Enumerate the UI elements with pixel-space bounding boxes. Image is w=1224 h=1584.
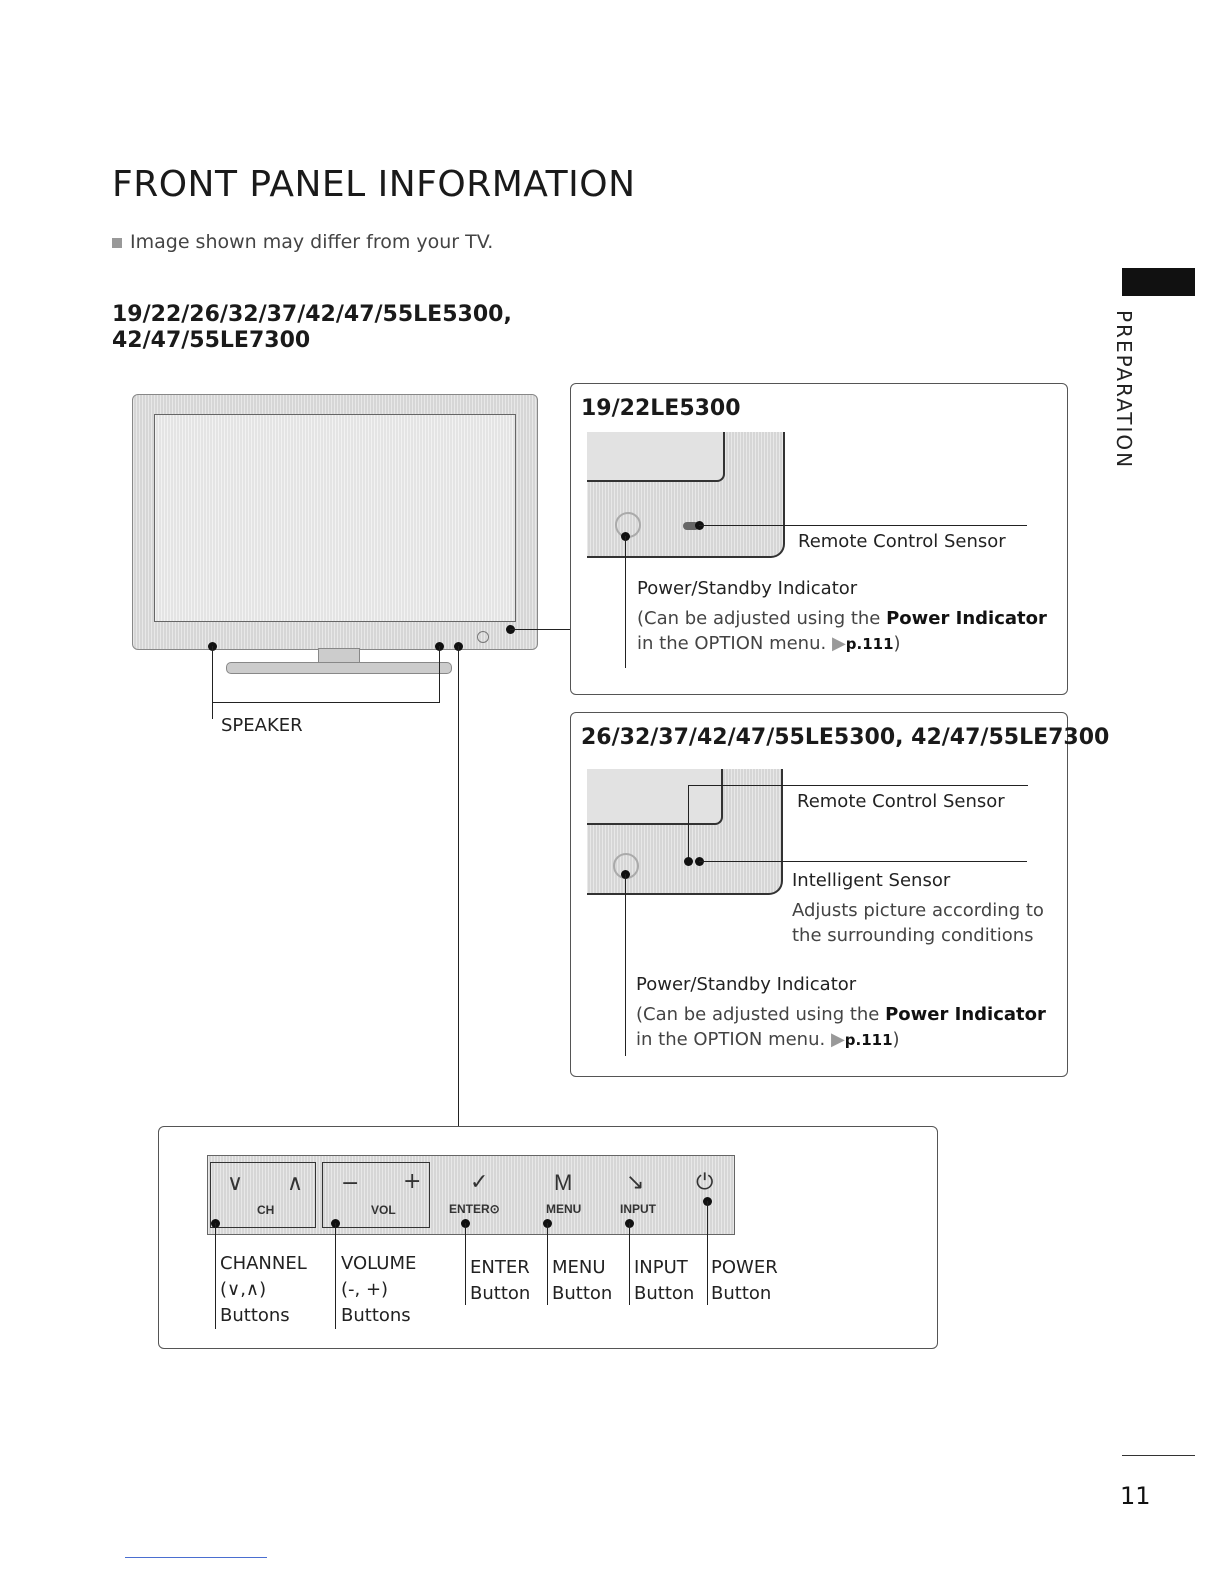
- menu-m-icon: M: [554, 1170, 573, 1195]
- volume-line: [335, 1223, 336, 1329]
- page-title: FRONT PANEL INFORMATION: [112, 164, 636, 205]
- sensor-connector-line: [510, 629, 570, 630]
- tv-illustration: [132, 394, 538, 650]
- large-power-note-line2: in the OPTION menu. ▶p.111): [636, 1029, 900, 1050]
- large-intelligent-desc-line2: the surrounding conditions: [792, 925, 1034, 946]
- speaker-bracket-line: [212, 702, 440, 703]
- enter-callout: ENTER Button: [470, 1257, 531, 1304]
- menu-callout: MENU Button: [552, 1257, 613, 1304]
- vol-plus-icon: +: [403, 1169, 422, 1194]
- small-power-line: [625, 536, 626, 668]
- large-remote-sensor-line-h: [688, 785, 1028, 786]
- large-bezel-detail: [587, 769, 783, 895]
- power-icon: ⏻: [696, 1170, 714, 1195]
- note-bullet-icon: [112, 238, 122, 248]
- large-power-note-line1: (Can be adjusted using the Power Indicator: [636, 1004, 1046, 1025]
- tv-logo-icon: [477, 631, 489, 643]
- small-screen-corner: [587, 432, 725, 482]
- channel-callout: CHANNEL (∨,∧) Buttons: [220, 1253, 307, 1326]
- large-remote-sensor-line-v: [688, 785, 689, 861]
- volume-callout: VOLUME (-, +) Buttons: [341, 1253, 417, 1326]
- vol-label: VOL: [371, 1203, 396, 1217]
- enter-label: ENTER⊙: [449, 1202, 500, 1216]
- model-box-small: [570, 383, 1068, 695]
- page-number-rule: [1122, 1455, 1195, 1456]
- input-arrow-icon: ↘: [626, 1170, 645, 1195]
- large-remote-sensor-dot: [684, 857, 693, 866]
- page-ref-arrow-icon: ▶: [830, 1029, 845, 1050]
- image-note: [112, 231, 493, 253]
- large-power-line: [625, 874, 626, 1056]
- menu-line: [547, 1223, 548, 1305]
- channel-line: [215, 1223, 216, 1329]
- tv-stand-base: [226, 662, 452, 674]
- footer-link-rule: [125, 1557, 267, 1558]
- vol-minus-icon: −: [341, 1171, 360, 1196]
- large-intelligent-sensor-label: Intelligent Sensor: [792, 870, 951, 891]
- ch-label: CH: [257, 1203, 275, 1217]
- enter-line: [465, 1223, 466, 1305]
- small-power-note-line2: in the OPTION menu. ▶p.111): [637, 633, 901, 654]
- small-power-note-line1: (Can be adjusted using the Power Indicator: [637, 608, 1047, 629]
- tv-screen: [154, 414, 516, 622]
- large-intelligent-desc-line1: Adjusts picture according to: [792, 900, 1044, 921]
- speaker-right-line: [439, 646, 440, 702]
- small-power-indicator-label: Power/Standby Indicator: [637, 578, 858, 599]
- ch-down-icon: ∨: [227, 1171, 244, 1196]
- model-list-line2: 42/47/55LE7300: [112, 328, 311, 353]
- power-callout: POWER Button: [711, 1257, 778, 1304]
- large-screen-corner: [587, 769, 723, 825]
- model-list: [112, 302, 512, 354]
- model-box-small-title: 19/22LE5300: [581, 396, 741, 421]
- page-ref-arrow-icon: ▶: [831, 633, 846, 654]
- speaker-label: SPEAKER: [221, 715, 303, 736]
- model-box-large-title: 26/32/37/42/47/55LE5300, 42/47/55LE7300: [581, 725, 1110, 750]
- buttons-connector-line: [458, 646, 459, 1126]
- enter-check-icon: ✓: [470, 1170, 489, 1195]
- ch-button-group: [210, 1162, 316, 1228]
- speaker-left-line: [212, 646, 213, 719]
- input-label: INPUT: [620, 1202, 656, 1216]
- large-remote-sensor-label: Remote Control Sensor: [797, 791, 1005, 812]
- button-strip: [207, 1155, 735, 1235]
- section-tab-label: PREPARATION: [1112, 310, 1136, 470]
- input-callout: INPUT Button: [634, 1257, 695, 1304]
- menu-label: MENU: [546, 1202, 582, 1216]
- page-number: 11: [1120, 1482, 1151, 1510]
- large-intelligent-sensor-line: [699, 861, 1027, 862]
- vol-button-group: [322, 1162, 430, 1228]
- ch-up-icon: ∧: [287, 1171, 304, 1196]
- small-remote-sensor-label: Remote Control Sensor: [798, 531, 1006, 552]
- section-tab-marker: [1122, 268, 1195, 296]
- input-line: [629, 1223, 630, 1305]
- buttons-panel-box: [158, 1126, 938, 1349]
- small-sensor-line: [699, 525, 1027, 526]
- small-bezel-detail: [587, 432, 785, 558]
- model-box-large: [570, 712, 1110, 1077]
- large-power-indicator-label: Power/Standby Indicator: [636, 974, 857, 995]
- model-list-line1: 19/22/26/32/37/42/47/55LE5300,: [112, 302, 512, 327]
- note-text: Image shown may differ from your TV.: [130, 231, 494, 253]
- enter-circle-icon: ⊙: [489, 1202, 500, 1216]
- power-line: [707, 1201, 708, 1305]
